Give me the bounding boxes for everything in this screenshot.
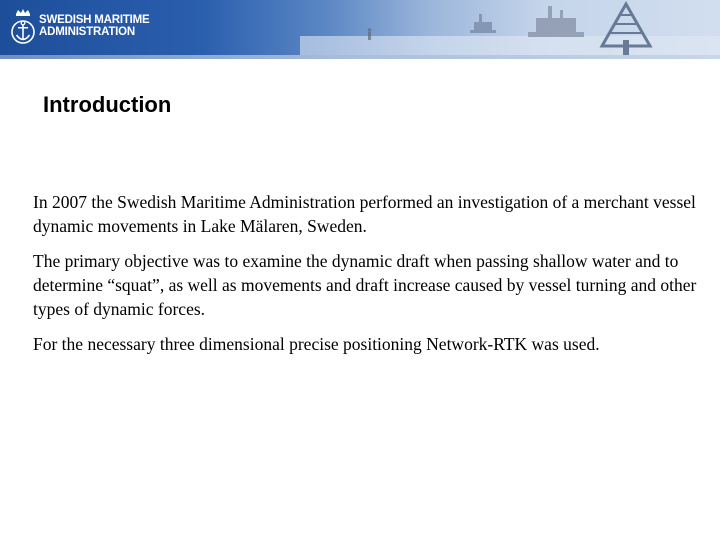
distant-ship-icon: [470, 14, 496, 33]
header-banner: [0, 0, 720, 58]
logo-line-1: SWEDISH MARITIME: [39, 14, 150, 26]
paragraph-positioning: For the necessary three dimensional precise positioning Network-RTK was used.: [33, 334, 600, 354]
paragraph-objective: The primary objective was to examine the dynamic draft when passing shallow water and to determine “squat”, as well as movements and draft increase caused by vessel turning and other types of dynamic forces.: [33, 251, 697, 319]
organization-logo-text: [39, 14, 150, 38]
logo-line-2: ADMINISTRATION: [39, 26, 136, 38]
anchor-crown-icon: [10, 8, 36, 48]
slide-body: [33, 190, 703, 367]
banner-divider: [0, 55, 720, 59]
person-figure-icon: [368, 28, 372, 40]
icebreaker-ship-icon: [528, 6, 584, 37]
slide-title: Introduction: [43, 92, 172, 117]
paragraph-investigation: In 2007 the Swedish Maritime Administration performed an investigation of a merchant vessel dynamic movements in Lake Mälaren, Sweden.: [33, 192, 696, 236]
